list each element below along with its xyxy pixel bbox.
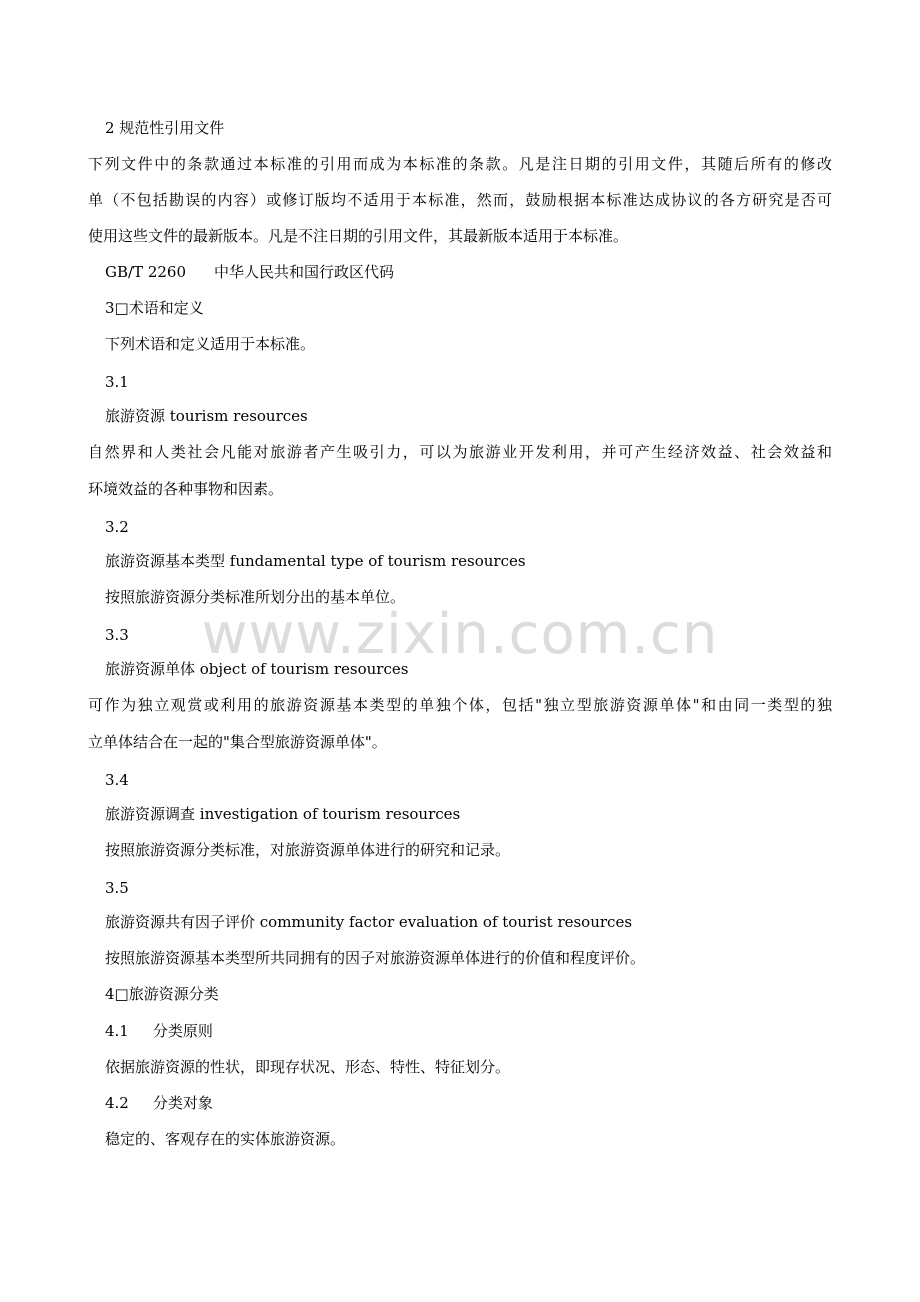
term-3-1-definition-line-2: 环境效益的各种事物和因素。 (88, 480, 284, 498)
term-3-4-number: 3.4 (105, 771, 129, 789)
reference-title: 中华人民共和国行政区代码 (214, 263, 395, 281)
section-4-heading: 4□旅游资源分类 (105, 985, 219, 1003)
section-2-paragraph-line-1: 下列文件中的条款通过本标准的引用而成为本标准的条款。凡是注日期的引用文件，其随后所有的修改 (88, 155, 832, 173)
reference-code: GB/T 2260 (105, 263, 187, 281)
term-3-1-number: 3.1 (105, 373, 129, 391)
subsection-4-1-text: 依据旅游资源的性状，即现存状况、形态、特性、特征划分。 (105, 1058, 511, 1076)
term-3-1-definition-line-1: 自然界和人类社会凡能对旅游者产生吸引力，可以为旅游业开发利用，并可产生经济效益、社会效益和 (88, 443, 832, 461)
subsection-4-1-heading (105, 1021, 213, 1041)
term-3-1-title: 旅游资源 tourism resources (105, 407, 308, 425)
section-3-heading: 3□术语和定义 (105, 299, 204, 317)
term-3-4-definition: 按照旅游资源分类标准，对旅游资源单体进行的研究和记录。 (105, 841, 511, 859)
term-3-3-definition-line-2: 立单体结合在一起的"集合型旅游资源单体"。 (88, 733, 387, 751)
term-3-5-definition: 按照旅游资源基本类型所共同拥有的因子对旅游资源单体进行的价值和程度评价。 (105, 949, 646, 967)
subsection-4-2-title: 分类对象 (152, 1094, 213, 1112)
section-2-heading: 2 规范性引用文件 (105, 119, 225, 137)
term-3-3-definition-line-1: 可作为独立观赏或利用的旅游资源基本类型的单独个体，包括"独立型旅游资源单体"和由同一类型的独 (88, 696, 832, 714)
term-3-3-title: 旅游资源单体 object of tourism resources (105, 660, 409, 678)
term-3-5-title: 旅游资源共有因子评价 community factor evaluation of tourist resources (105, 913, 633, 931)
subsection-4-1-number: 4.1 (105, 1022, 129, 1040)
section-3-intro: 下列术语和定义适用于本标准。 (105, 335, 316, 353)
term-3-2-definition: 按照旅游资源分类标准所划分出的基本单位。 (105, 588, 406, 606)
term-3-3-number: 3.3 (105, 626, 129, 644)
subsection-4-2-heading (105, 1093, 213, 1113)
subsection-4-2-number: 4.2 (105, 1094, 129, 1112)
term-3-4-title: 旅游资源调查 investigation of tourism resources (105, 805, 461, 823)
term-3-2-number: 3.2 (105, 518, 129, 536)
section-2-paragraph-line-3: 使用这些文件的最新版本。凡是不注日期的引用文件，其最新版本适用于本标准。 (88, 227, 629, 245)
normative-reference (105, 262, 394, 282)
section-2-paragraph-line-2: 单（不包括勘误的内容）或修订版均不适用于本标准，然而，鼓励根据本标准达成协议的各方研究是否可 (88, 191, 832, 209)
subsection-4-1-title: 分类原则 (152, 1022, 213, 1040)
watermark: www.zixin.com.cn (201, 602, 719, 667)
term-3-5-number: 3.5 (105, 879, 129, 897)
subsection-4-2-text: 稳定的、客观存在的实体旅游资源。 (105, 1130, 346, 1148)
term-3-2-title: 旅游资源基本类型 fundamental type of tourism resources (105, 552, 526, 570)
